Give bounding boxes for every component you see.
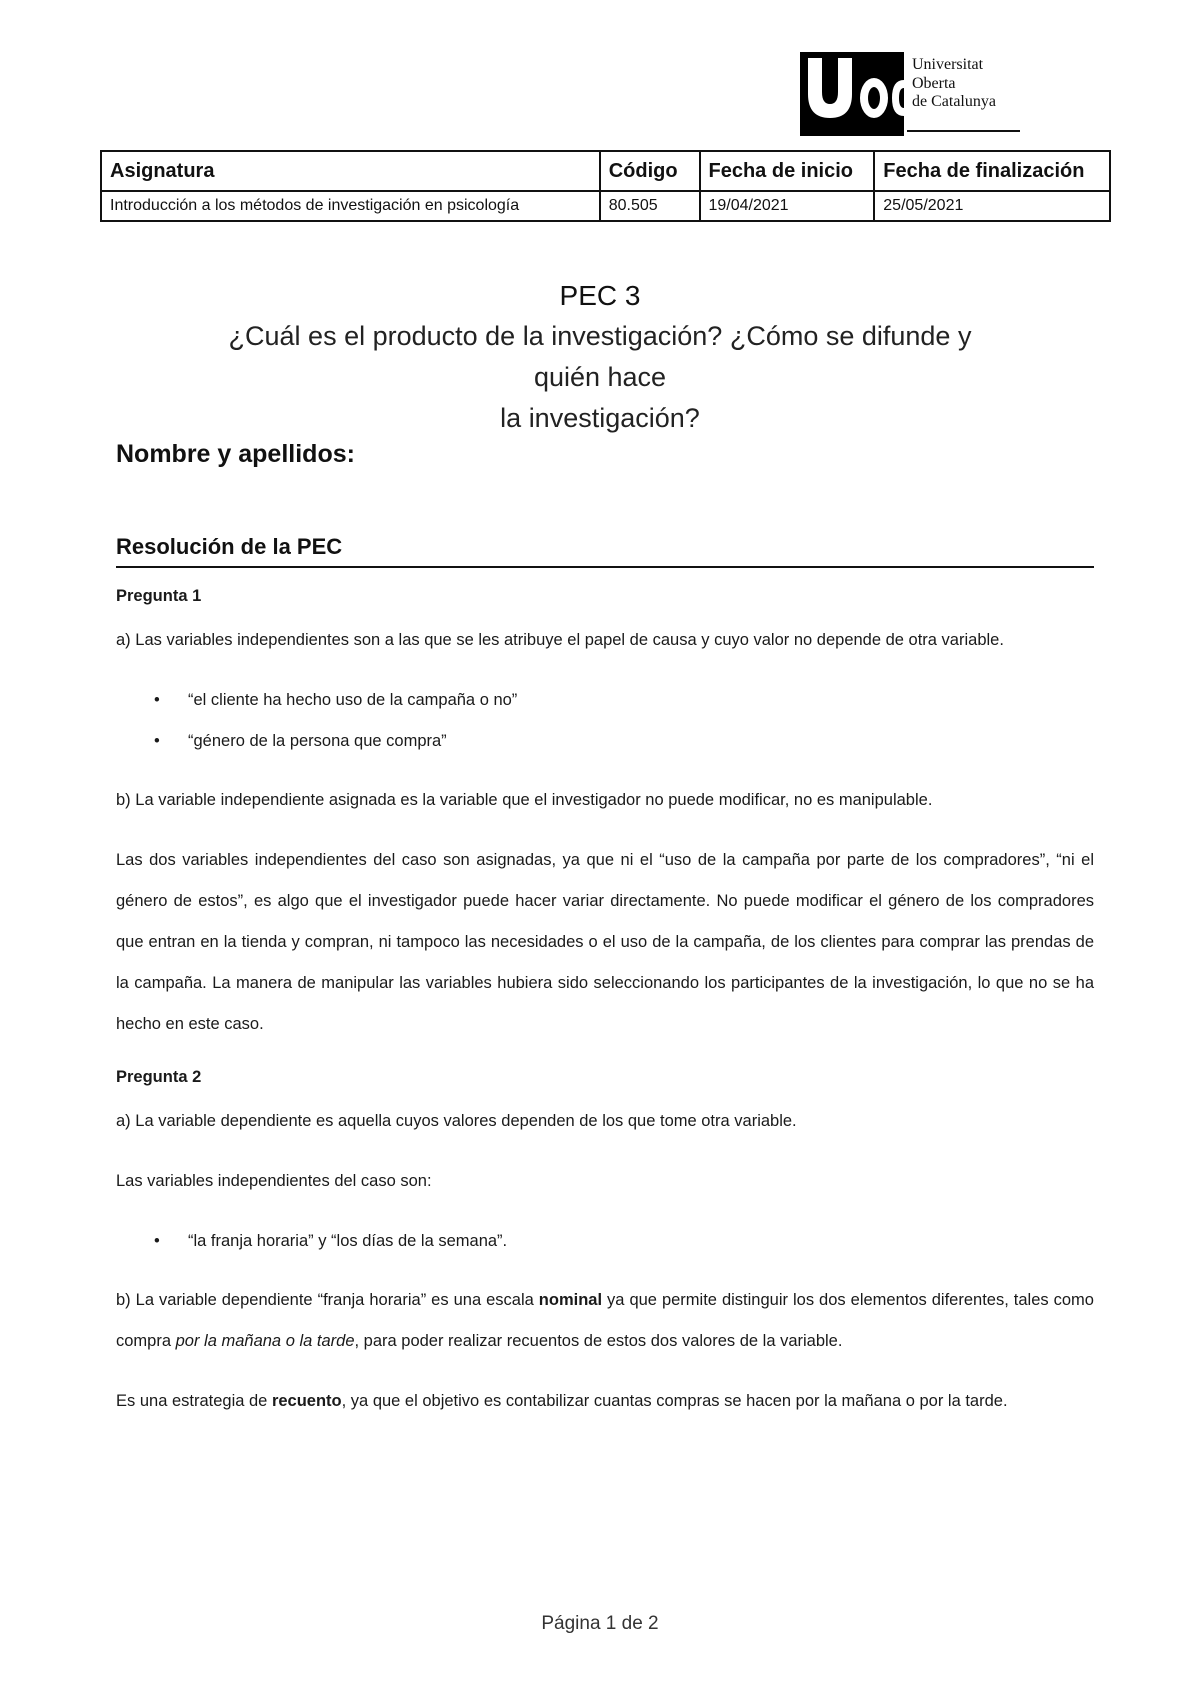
q2-part-b xyxy=(116,1280,1094,1362)
logo-line-2: Oberta xyxy=(912,74,956,92)
q1-a-label: a) xyxy=(116,631,131,649)
table-header-row xyxy=(101,151,1110,191)
q1-bullet-text: “género de la persona que compra” xyxy=(188,732,447,750)
q2-p4-bold: recuento xyxy=(271,1392,342,1410)
q1-bullet-list xyxy=(116,680,1094,762)
table-row xyxy=(101,191,1110,221)
header-fecha-finalizacion: Fecha de finalización xyxy=(874,151,1110,191)
q1-paragraph: Las dos variables independientes del caso son asignadas, ya que ni el “uso de la campaña por parte de los compradores”, “ni el género de estos”, es algo que el investigador puede hacer variar directamente. No puede modificar el género de los compradores que entran en la tienda y compran, ni tampoco las necesidades o el uso de la campaña, de los clientes para comprar las prendas de la campaña. La manera de manipular las variables hubiera sido seleccionando los participantes de la investigación, lo que no se ha hecho en este caso. xyxy=(116,851,1094,1033)
q1-part-a xyxy=(116,620,1094,661)
header-codigo: Código xyxy=(600,151,700,191)
q2-b-italic: por la mañana o la tarde xyxy=(175,1332,355,1350)
q1-b-text: La variable independiente asignada es la variable que el investigador no puede modificar, no es manipulable. xyxy=(135,791,933,809)
list-item xyxy=(116,1221,1094,1262)
q2-b-text-3: , para poder realizar recuentos de estos dos valores de la variable. xyxy=(354,1332,843,1350)
bullet-icon: • xyxy=(154,732,160,750)
name-label: Nombre y apellidos: xyxy=(116,440,355,468)
q2-a-text: La variable dependiente es aquella cuyos valores dependen de los que tome otra variable. xyxy=(135,1112,797,1130)
header-fecha-inicio: Fecha de inicio xyxy=(700,151,875,191)
q2-part-a xyxy=(116,1101,1094,1142)
q1-bullet-text: “el cliente ha hecho uso de la campaña o no” xyxy=(188,691,518,709)
list-item xyxy=(116,721,1094,762)
q1-b-label: b) xyxy=(116,791,131,809)
uoc-logo-mark xyxy=(800,52,904,136)
list-item xyxy=(116,680,1094,721)
section-heading: Resolución de la PEC xyxy=(116,534,1094,568)
q1-part-b xyxy=(116,780,1094,821)
logo-line-1: Universitat xyxy=(912,56,984,73)
question-1-heading: Pregunta 1 xyxy=(116,587,202,605)
q2-paragraph-recuento xyxy=(116,1381,1094,1422)
bullet-icon: • xyxy=(154,1232,160,1250)
logo-rule xyxy=(907,130,1020,132)
subtitle-line-2: la investigación? xyxy=(500,403,700,433)
page-title: PEC 3 xyxy=(559,280,641,311)
uoc-logo-text xyxy=(912,56,996,112)
bullet-icon: • xyxy=(154,691,160,709)
answer-body xyxy=(116,584,1094,1441)
q2-p4-text-1: Es una estrategia de xyxy=(116,1392,268,1410)
q2-bullet-list xyxy=(116,1221,1094,1262)
q2-a-label: a) xyxy=(116,1112,131,1130)
course-info-table xyxy=(100,150,1111,222)
q1-a-text: Las variables independientes son a las que se les atribuye el papel de causa y cuyo valor no depende de otra variable. xyxy=(135,631,1004,649)
q2-b-label: b) xyxy=(116,1291,131,1309)
q2-b-text-1: La variable dependiente “franja horaria” es una escala xyxy=(135,1291,534,1309)
q2-p4-text-2: , ya que el objetivo es contabilizar cuantas compras se hacen por la mañana o por la tarde. xyxy=(341,1392,1008,1410)
logo-line-3: de Catalunya xyxy=(912,93,996,110)
q2-b-bold: nominal xyxy=(538,1291,603,1309)
cell-fecha-inicio: 19/04/2021 xyxy=(700,191,875,221)
question-2-heading: Pregunta 2 xyxy=(116,1068,202,1086)
cell-asignatura: Introducción a los métodos de investigación en psicología xyxy=(101,191,600,221)
header-asignatura: Asignatura xyxy=(101,151,600,191)
page-footer: Página 1 de 2 xyxy=(541,1613,659,1634)
uoc-logo xyxy=(800,52,1020,136)
q2-bullet-text: “la franja horaria” y “los días de la semana”. xyxy=(188,1232,508,1250)
subtitle-line-1: ¿Cuál es el producto de la investigación? ¿Cómo se difunde y quién hace xyxy=(228,321,972,392)
cell-codigo: 80.505 xyxy=(600,191,700,221)
q2-paragraph: Las variables independientes del caso son: xyxy=(116,1172,432,1190)
page-subtitle xyxy=(210,316,990,439)
q2-b-text-2: ya que permite distinguir los dos elementos diferentes, tales como compra xyxy=(116,1291,1094,1350)
cell-fecha-finalizacion: 25/05/2021 xyxy=(874,191,1110,221)
